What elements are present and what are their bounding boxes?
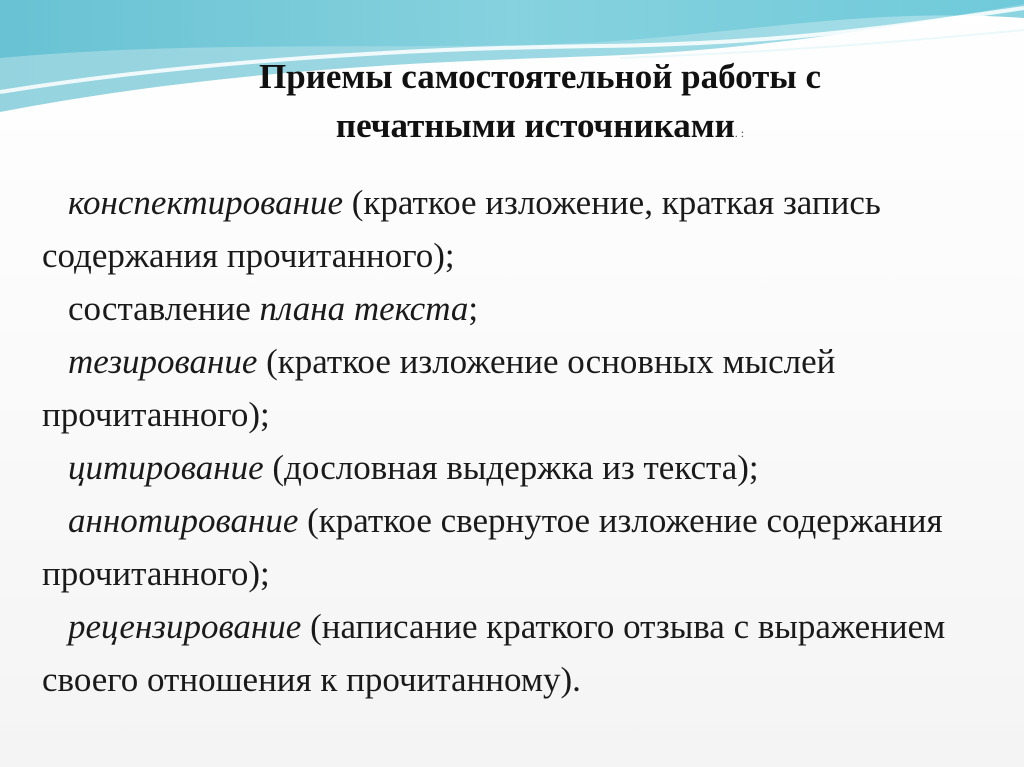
list-item-konspektirovanie — [42, 176, 1002, 282]
title-line-1: Приемы самостоятельной работы с — [259, 57, 821, 96]
item-desc: (написание краткого отзыва с выражением своего отношения к прочитанному). — [42, 607, 946, 699]
list-item-recenzirovanie — [42, 600, 1002, 706]
item-term: цитирование — [68, 448, 264, 487]
list-item-citirovanie — [42, 441, 1002, 494]
list-item-annotirovanie — [42, 494, 1002, 600]
slide-title — [120, 52, 960, 158]
title-line-2 — [120, 101, 960, 158]
item-term: тезирование — [68, 342, 258, 381]
item-desc: (дословная выдержка из текста); — [263, 448, 759, 487]
item-desc: (краткое изложение, краткая запись содержания прочитанного); — [42, 183, 881, 275]
list-item-plan — [42, 282, 1002, 335]
item-post: ; — [468, 289, 479, 328]
title-suffix: . : — [734, 126, 745, 140]
list-item-tezirovanie — [42, 335, 1002, 441]
item-pre: составление — [68, 289, 260, 328]
item-term: аннотирование — [68, 501, 299, 540]
item-term: рецензирование — [68, 607, 302, 646]
item-term: конспектирование — [68, 183, 344, 222]
methods-list — [42, 176, 1002, 706]
title-line-2-text: печатными источниками — [335, 106, 735, 145]
item-desc: (краткое свернутое изложение содержания прочитанного); — [42, 501, 943, 593]
item-desc: (краткое изложение основных мыслей прочитанного); — [42, 342, 836, 434]
item-term: плана текста — [259, 289, 469, 328]
